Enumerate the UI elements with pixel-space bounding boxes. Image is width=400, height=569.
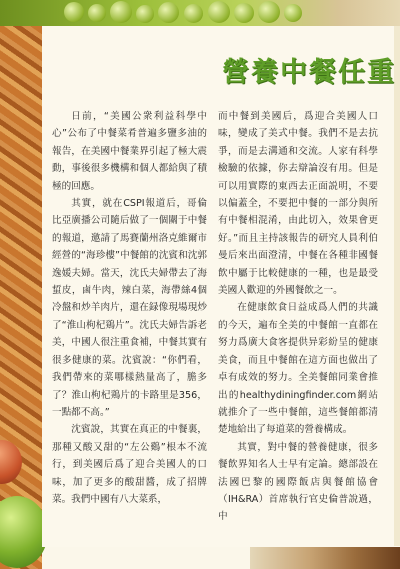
grape-decoration: [184, 4, 203, 23]
grape-decoration: [284, 4, 302, 22]
grapes-photo-band: [0, 0, 400, 26]
grape-decoration: [208, 1, 230, 23]
article-column-right: [218, 108, 378, 526]
pasta-photo-strip: [0, 26, 42, 569]
grape-decoration: [234, 3, 254, 23]
article-paragraph: 而中餐到美國后，爲迎合美國人口味，變成了美式中餐。我們不是去抗爭，而是去溝通和交流。人家有科學檢驗的依據，你去辯論沒有用。但是可以用實際的東西去正面説明，不要以偏蓋全，不要把中餐的一部分與所有中餐相混淆，由此切入，效果會更好。”而且主持該報告的研究人員利伯曼后來出面澄清，中餐在各種非國餐飲中屬于比較健康的一種，也是最受美國人歡迎的外國餐飲之一。: [218, 111, 378, 297]
article-headline: 營養中餐任重: [222, 57, 396, 88]
grape-decoration: [258, 1, 280, 23]
article-paragraph: 日前，“美國公衆利益科學中心”公布了中餐菜肴普遍多鹽多油的報告，在美國中餐業界引起了極大震動，事後很多機構和個人都給與了積極的回應。: [52, 111, 207, 192]
article-paragraph: 其實，就在CSPI報道后，哥倫比亞廣播公司隨后做了一個關于中餐的報道，邀請了馬賽蘭州洛克維爾市經營的“海珍樓”中餐館的沈賓和沈郭逸媛夫婦。當天，沈氏夫婦帶去了海蜇皮，鹵牛肉，辣白菜，海帶絲4個冷盤和炒羊肉片，還在録像現場現炒了“淮山枸杞鶏片”。沈氏夫婦告訴老美，中國人很注重食補，中餐其實有很多健康的菜。沈賓說：“你們看，我們帶來的菜哪樣熱量高了，膽多了？淮山枸杞鶏片的卡路里是356，一點都不高。”: [52, 198, 207, 418]
grape-decoration: [110, 1, 132, 23]
article-paragraph: 在健康飲食日益成爲人們的共識的今天，遍布全美的中餐館一直都在努力爲廣大食客提供异彩紛呈的健康美食，而且中餐館在這方面也做出了卓有成效的努力。全美餐館同業會推出的healthydiningfinder.com網站就推介了一些中餐館，這些餐館都清楚地給出了每道菜的營養構成。: [218, 302, 378, 436]
grape-decoration: [136, 5, 154, 23]
green-apple-decoration: [0, 496, 48, 568]
grape-decoration: [158, 2, 179, 23]
food-photo-corner: [250, 547, 400, 569]
article-paragraph: 其實，對中餐的營養健康，很多餐飲界知名人士早有定論。總部設在法國巴黎的國際飯店與餐館協會（IH&RA）首席執行官史倫普說過，中: [218, 441, 378, 523]
article-column-left: [52, 108, 207, 508]
article-paragraph: 沈賓說，其實在真正的中餐裏，那種又酸又甜的“左公鷄”根本不流行，到美國后爲了迎合美國人的口味，加了更多的酸甜醬，成了招牌菜。我們中國有八大菜系，: [52, 424, 207, 505]
page-edge: [394, 26, 400, 546]
grape-decoration: [64, 2, 84, 22]
grape-decoration: [88, 4, 106, 22]
